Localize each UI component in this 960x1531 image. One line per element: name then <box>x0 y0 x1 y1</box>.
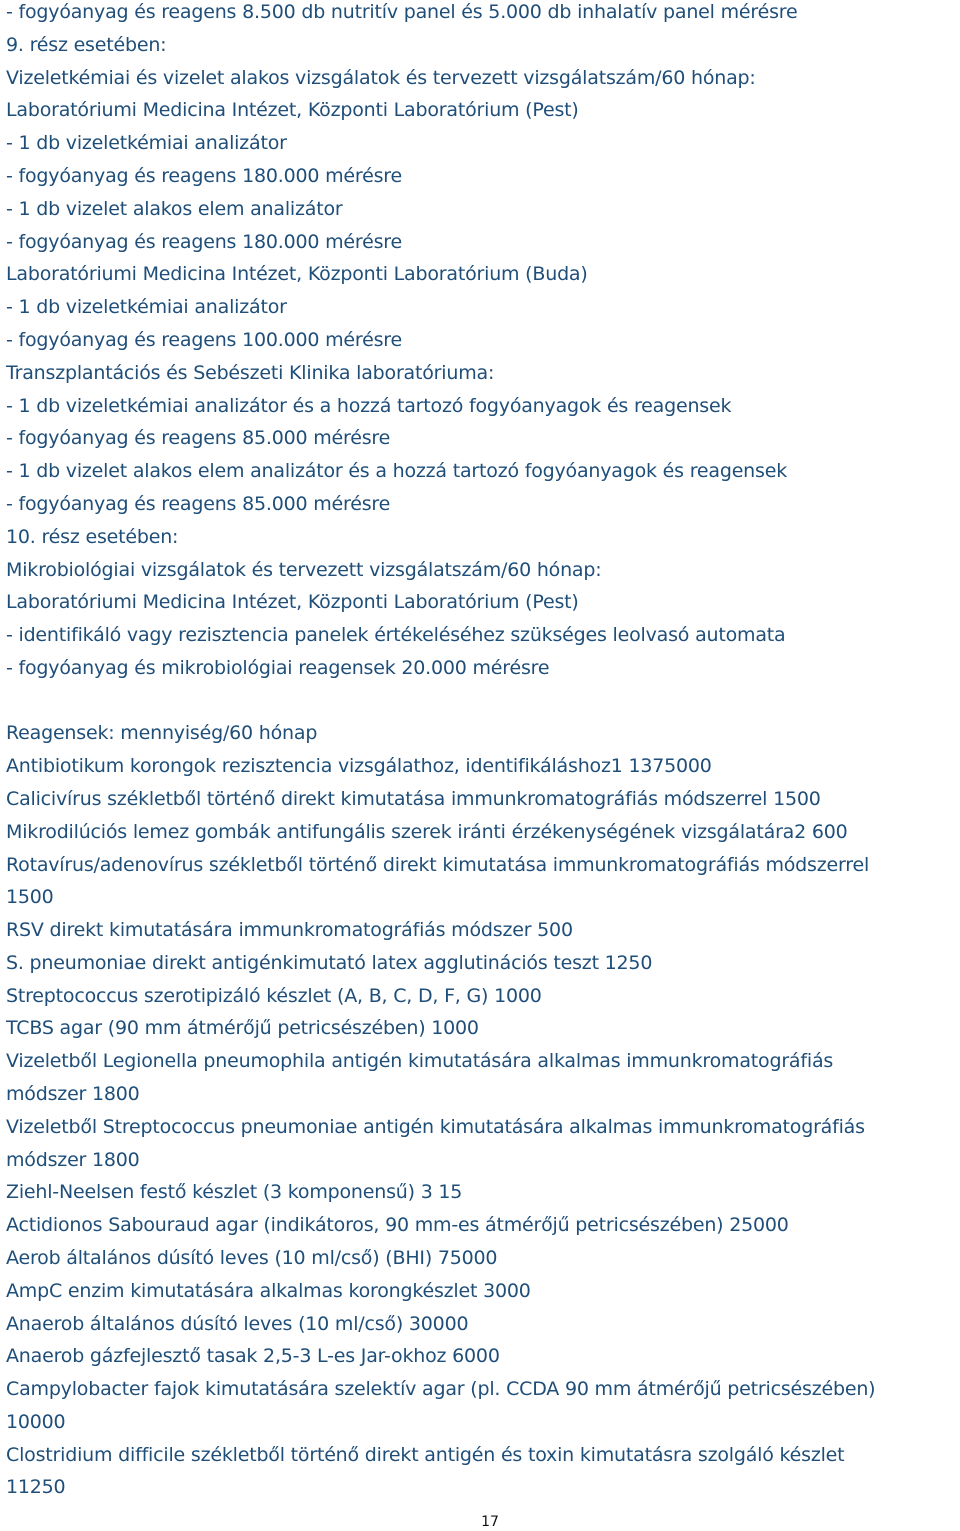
reagent-line: 1500 <box>6 886 54 908</box>
reagent-line: Clostridium difficile székletből történő direkt antigén és toxin kimutatásra szolgáló készlet <box>6 1444 845 1466</box>
reagent-line: 11250 <box>6 1476 66 1498</box>
reagent-line: Mikrodilúciós lemez gombák antifungális szerek iránti érzékenységének vizsgálatára2 600 <box>6 821 848 843</box>
list-item: - fogyóanyag és mikrobiológiai reagensek 20.000 mérésre <box>6 657 550 679</box>
list-item: - fogyóanyag és reagens 100.000 mérésre <box>6 329 402 351</box>
list-item: - 1 db vizelet alakos elem analizátor és a hozzá tartozó fogyóanyagok és reagensek <box>6 460 788 482</box>
reagent-line: Antibiotikum korongok rezisztencia vizsgálathoz, identifikáláshoz1 1375000 <box>6 755 712 777</box>
list-item: - identifikáló vagy rezisztencia panelek értékeléséhez szükséges leolvasó automata <box>6 624 786 646</box>
reagent-line: módszer 1800 <box>6 1083 140 1105</box>
section-subheading: Vizeletkémiai és vizelet alakos vizsgálatok és tervezett vizsgálatszám/60 hónap: <box>6 67 756 89</box>
list-item: - fogyóanyag és reagens 85.000 mérésre <box>6 427 391 449</box>
reagent-line: TCBS agar (90 mm átmérőjű petricsészében) 1000 <box>6 1017 479 1039</box>
reagents-heading: Reagensek: mennyiség/60 hónap <box>6 722 318 744</box>
list-item: - 1 db vizelet alakos elem analizátor <box>6 198 343 220</box>
reagent-line: módszer 1800 <box>6 1149 140 1171</box>
reagent-line: Actidionos Sabouraud agar (indikátoros, 90 mm-es átmérőjű petricsészében) 25000 <box>6 1214 789 1236</box>
section-heading: 10. rész esetében: <box>6 526 179 548</box>
page-number: 17 <box>481 1514 499 1530</box>
section-heading: 9. rész esetében: <box>6 34 167 56</box>
list-item: - 1 db vizeletkémiai analizátor és a hozzá tartozó fogyóanyagok és reagensek <box>6 395 732 417</box>
lab-name: Laboratóriumi Medicina Intézet, Központi Laboratórium (Pest) <box>6 99 579 121</box>
reagent-line: 10000 <box>6 1411 66 1433</box>
reagent-line: Ziehl-Neelsen festő készlet (3 komponensű) 3 15 <box>6 1181 463 1203</box>
reagent-line: Aerob általános dúsító leves (10 ml/cső) (BHI) 75000 <box>6 1247 498 1269</box>
reagent-line: Vizeletből Legionella pneumophila antigén kimutatására alkalmas immunkromatográfiás <box>6 1050 834 1072</box>
list-item: - fogyóanyag és reagens 180.000 mérésre <box>6 165 402 187</box>
reagent-line: Calicivírus székletből történő direkt kimutatása immunkromatográfiás módszerrel 1500 <box>6 788 821 810</box>
lab-name: Laboratóriumi Medicina Intézet, Központi Laboratórium (Pest) <box>6 591 579 613</box>
reagent-line: Streptococcus szerotipizáló készlet (A, B, C, D, F, G) 1000 <box>6 985 542 1007</box>
list-item: - fogyóanyag és reagens 180.000 mérésre <box>6 231 402 253</box>
list-item: - 1 db vizeletkémiai analizátor <box>6 296 287 318</box>
lab-name: Laboratóriumi Medicina Intézet, Központi Laboratórium (Buda) <box>6 263 588 285</box>
text-line: - fogyóanyag és reagens 8.500 db nutritív panel és 5.000 db inhalatív panel mérésre <box>6 1 798 23</box>
list-item: - 1 db vizeletkémiai analizátor <box>6 132 287 154</box>
section-subheading: Mikrobiológiai vizsgálatok és tervezett vizsgálatszám/60 hónap: <box>6 559 602 581</box>
reagent-line: Anaerob gázfejlesztő tasak 2,5-3 L-es Jar-okhoz 6000 <box>6 1345 500 1367</box>
reagent-line: Campylobacter fajok kimutatására szelektív agar (pl. CCDA 90 mm átmérőjű petricsészében) <box>6 1378 876 1400</box>
reagent-line: S. pneumoniae direkt antigénkimutató latex agglutinációs teszt 1250 <box>6 952 653 974</box>
reagent-line: AmpC enzim kimutatására alkalmas korongkészlet 3000 <box>6 1280 531 1302</box>
reagent-line: RSV direkt kimutatására immunkromatográfiás módszer 500 <box>6 919 573 941</box>
reagent-line: Vizeletből Streptococcus pneumoniae antigén kimutatására alkalmas immunkromatográfiás <box>6 1116 865 1138</box>
reagent-line: Rotavírus/adenovírus székletből történő direkt kimutatása immunkromatográfiás módszerrel <box>6 854 870 876</box>
list-item: - fogyóanyag és reagens 85.000 mérésre <box>6 493 391 515</box>
reagent-line: Anaerob általános dúsító leves (10 ml/cső) 30000 <box>6 1313 469 1335</box>
lab-name: Transzplantációs és Sebészeti Klinika laboratóriuma: <box>6 362 495 384</box>
